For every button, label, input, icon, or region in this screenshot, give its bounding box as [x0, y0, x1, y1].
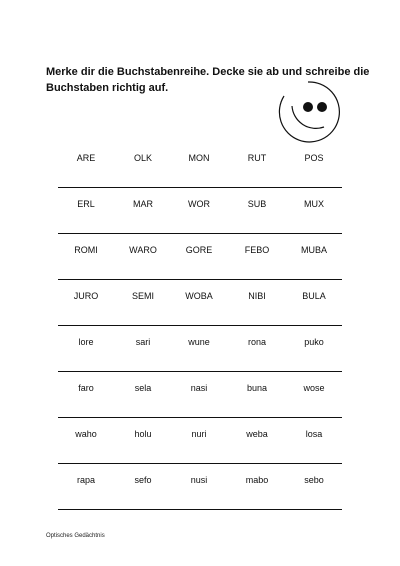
word-cell: RUT [247, 153, 267, 163]
word-cell: WARO [129, 245, 157, 255]
word-cell: weba [246, 429, 268, 439]
word-cell: OLK [133, 153, 152, 163]
word-cell: sebo [304, 475, 324, 485]
word-cell: JURO [73, 291, 99, 301]
word-cell: BULA [302, 291, 326, 301]
smiley-face-icon [278, 74, 350, 146]
word-cell: nuri [191, 429, 207, 439]
word-cell: MUX [304, 199, 324, 209]
word-row [58, 372, 342, 418]
word-cell: ERL [77, 199, 95, 209]
word-cell: holu [134, 429, 152, 439]
word-cell: MON [188, 153, 210, 163]
word-cell: NIBI [248, 291, 266, 301]
word-cell: nusi [190, 475, 208, 485]
word-table [58, 142, 342, 510]
word-cell: SEMI [131, 291, 154, 301]
word-row [58, 464, 342, 510]
word-cell: FEBO [244, 245, 270, 255]
word-row [58, 280, 342, 326]
word-cell: sela [134, 383, 152, 393]
word-row [58, 188, 342, 234]
word-cell: ARE [76, 153, 96, 163]
word-cell: GORE [185, 245, 213, 255]
word-cell: puko [304, 337, 324, 347]
word-row [58, 326, 342, 372]
footer-text: Optisches Gedächtnis [46, 533, 105, 539]
word-cell: WOR [188, 199, 210, 209]
word-cell: waho [75, 429, 97, 439]
word-cell: wose [303, 383, 325, 393]
word-cell: MAR [133, 199, 153, 209]
word-cell: rapa [76, 475, 95, 485]
word-cell: POS [304, 153, 324, 163]
word-cell: SUB [247, 199, 267, 209]
word-cell: WOBA [185, 291, 213, 301]
word-cell: nasi [190, 383, 208, 393]
word-cell: buna [246, 383, 268, 393]
word-cell: losa [305, 429, 323, 439]
word-cell: sefo [134, 475, 152, 485]
word-cell: mabo [245, 475, 269, 485]
word-row [58, 234, 342, 280]
word-cell: ROMI [74, 245, 98, 255]
word-cell: wune [188, 337, 210, 347]
word-row [58, 418, 342, 464]
word-cell: faro [78, 383, 94, 393]
instruction-text: Merke dir die Buchstabenreihe. Decke sie ab und schreibe die Buchstaben richtig auf. [46, 66, 370, 94]
word-cell: MUBA [300, 245, 327, 255]
word-cell: rona [247, 337, 266, 347]
word-row [58, 142, 342, 188]
word-cell: sari [135, 337, 151, 347]
word-cell: lore [78, 337, 94, 347]
